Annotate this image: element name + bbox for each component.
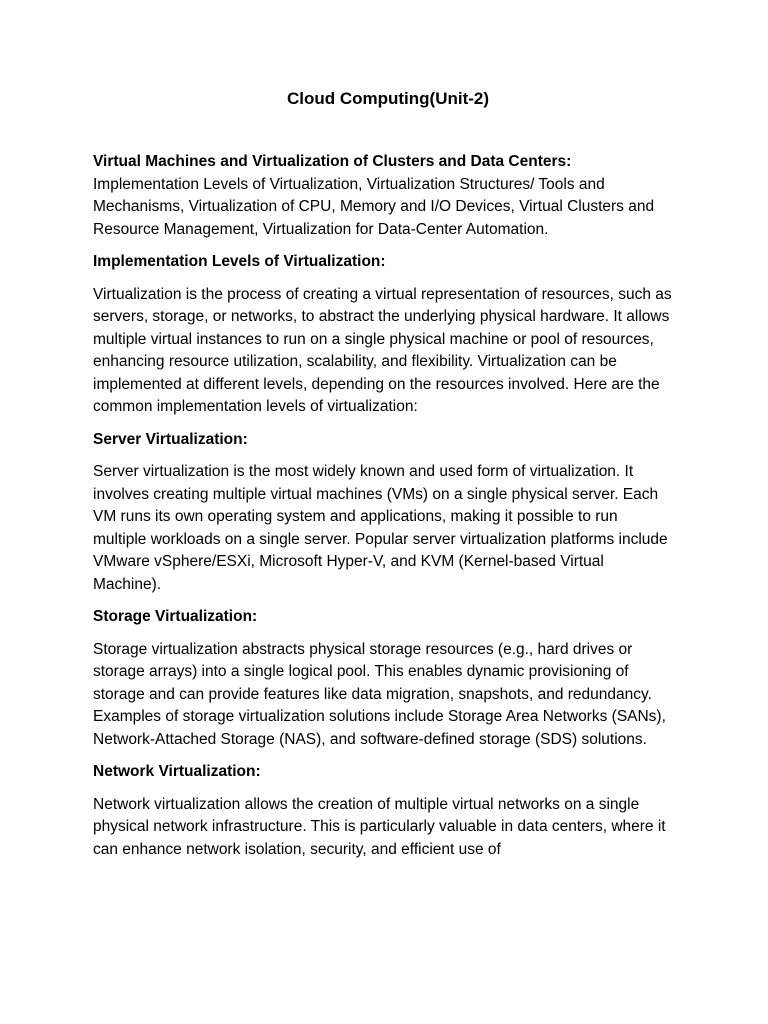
section-body-server-virtualization: Server virtualization is the most widely known and used form of virtualization. It involves creating multiple virtual machines (VMs) on a single physical server. Each VM runs its own operating system and applications, making it possible to run multiple workloads on a single server. Popular server virtualization platforms include VMware vSphere/ESXi, Microsoft Hyper-V, and KVM (Kernel-based Virtual Machine). bbox=[93, 463, 668, 593]
intro-block bbox=[93, 151, 673, 241]
document-page bbox=[93, 87, 673, 871]
intro-text: Implementation Levels of Virtualization, Virtualization Structures/ Tools and Mechanisms, Virtualization of CPU, Memory and I/O Devices, Virtual Clusters and Resource Management, Virtualization for Data-Center Automation. bbox=[93, 175, 655, 238]
document-title: Cloud Computing(Unit-2) bbox=[286, 89, 490, 108]
section-heading-storage-virtualization: Storage Virtualization: bbox=[93, 608, 258, 625]
section-heading-network-virtualization: Network Virtualization: bbox=[93, 763, 261, 780]
section-body-network-virtualization: Network virtualization allows the creation of multiple virtual networks on a single physical network infrastructure. This is particularly valuable in data centers, where it can enhance network isolation, security, and efficient use of bbox=[93, 795, 666, 858]
intro-heading: Virtual Machines and Virtualization of Clusters and Data Centers: bbox=[93, 153, 572, 170]
section-heading-implementation-levels: Implementation Levels of Virtualization: bbox=[93, 253, 386, 270]
section-heading-server-virtualization: Server Virtualization: bbox=[93, 430, 248, 448]
section-body-storage-virtualization: Storage virtualization abstracts physical storage resources (e.g., hard drives or storage arrays) into a single logical pool. This enables dynamic provisioning of storage and can provide features like data migration, snapshots, and redundancy. Examples of storage virtualization solutions include Storage Area Networks (SANs), Network-Attached Storage (NAS), and software-defined storage (SDS) solutions. bbox=[93, 640, 666, 748]
section-body-implementation-levels: Virtualization is the process of creating a virtual representation of resources, such as servers, storage, or networks, to abstract the underlying physical hardware. It allows multiple virtual instances to run on a single physical machine or pool of resources, enhancing resource utilization, scalability, and flexibility. Virtualization can be implemented at different levels, depending on the resources involved. Here are the common implementation levels of virtualization: bbox=[93, 285, 672, 415]
